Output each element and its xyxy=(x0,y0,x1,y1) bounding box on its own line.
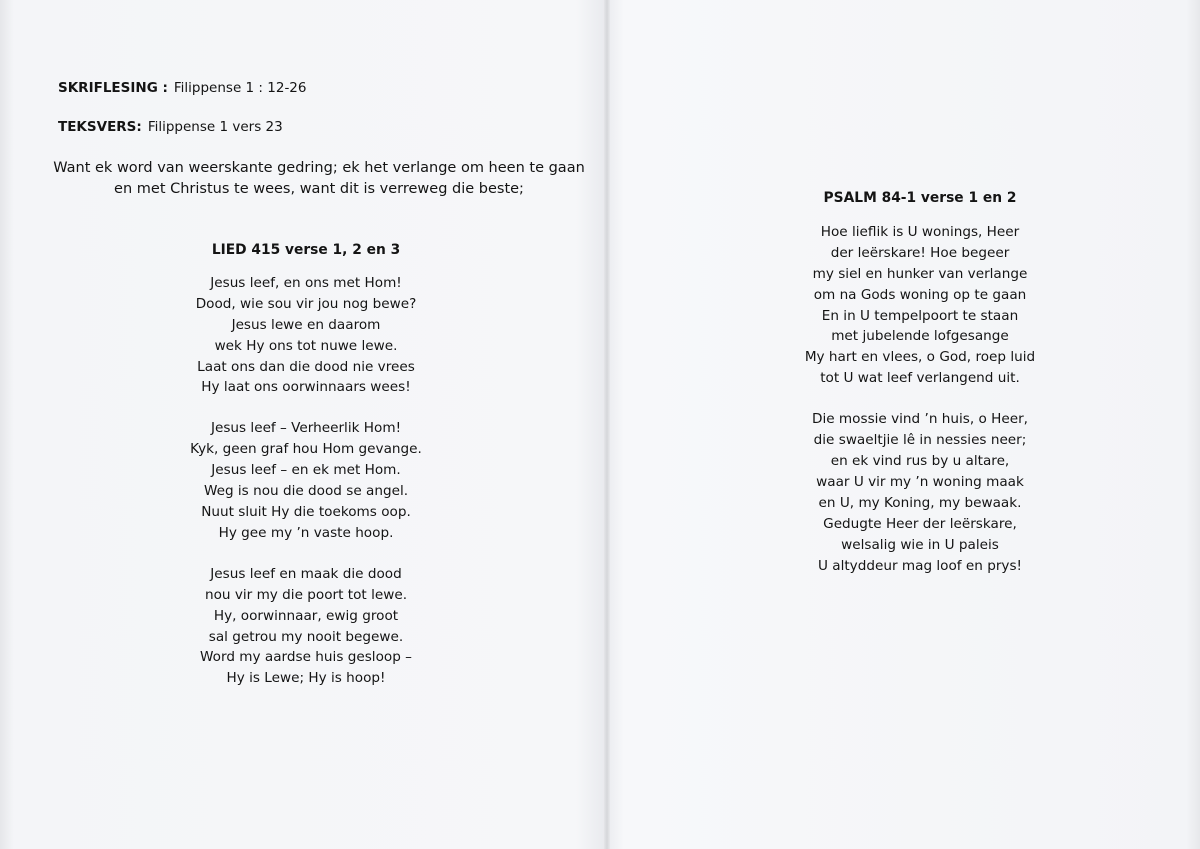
lyric-line: Hy is Lewe; Hy is hoop! xyxy=(226,670,386,687)
scripture-reading-label: SKRIFLESING : xyxy=(58,80,168,96)
stanza-1 xyxy=(770,222,1070,389)
lyric-line: Hoe lieflik is U wonings, Heer xyxy=(820,223,1020,240)
stanza-2 xyxy=(156,418,456,543)
psalm-title: PSALM 84-1 verse 1 en 2 xyxy=(823,190,1017,206)
lyric-line: En in U tempelpoort te staan xyxy=(821,307,1019,324)
verse-line: Want ek word van weerskante gedring; ek het verlange om heen te gaan xyxy=(53,160,585,176)
lyric-line: Kyk, geen graf hou Hom gevange. xyxy=(190,441,422,458)
lyric-line: Hy, oorwinnaar, ewig groot xyxy=(213,607,399,624)
verse-line: en met Christus te wees, want dit is verreweg die beste; xyxy=(114,181,524,197)
lyric-line: nou vir my die poort tot lewe. xyxy=(204,586,408,603)
stanza-1 xyxy=(156,273,456,398)
lyric-line: Jesus lewe en daarom xyxy=(231,316,381,333)
stanza-3 xyxy=(156,564,456,689)
hymn-lied-415 xyxy=(156,240,456,709)
lyric-line: en ek vind rus by u altare, xyxy=(830,452,1010,469)
lyric-line: Jesus leef en maak die dood xyxy=(210,565,402,582)
lyric-line: Word my aardse huis gesloop – xyxy=(200,649,412,666)
lyric-line: Jesus leef, en ons met Hom! xyxy=(210,274,402,291)
lyric-line: Gedugte Heer der leërskare, xyxy=(823,515,1017,532)
lyric-line: Dood, wie sou vir jou nog bewe? xyxy=(195,295,417,312)
psalm-84 xyxy=(770,188,1070,596)
lyric-line: Laat ons dan die dood nie vrees xyxy=(197,358,415,375)
lyric-line: welsalig wie in U paleis xyxy=(841,536,999,553)
lyric-line: U altyddeur mag loof en prys! xyxy=(817,557,1023,574)
lyric-line: My hart en vlees, o God, roep luid xyxy=(804,349,1036,366)
lyric-line: waar U vir my ’n woning maak xyxy=(816,473,1024,490)
lyric-line: en U, my Koning, my bewaak. xyxy=(818,494,1022,511)
lyric-line: Jesus leef – en ek met Hom. xyxy=(211,462,401,479)
lyric-line: Nuut sluit Hy die toekoms oop. xyxy=(201,503,411,520)
lyric-line: die swaeltjie lê in nessies neer; xyxy=(813,432,1027,449)
lyric-line: wek Hy ons tot nuwe lewe. xyxy=(214,337,398,354)
lyric-line: my siel en hunker van verlange xyxy=(812,265,1028,282)
scripture-reading xyxy=(58,80,307,96)
lyric-line: met jubelende lofgesange xyxy=(831,328,1009,345)
scripture-reading-value: Filippense 1 : 12-26 xyxy=(173,80,307,96)
text-verse-value: Filippense 1 vers 23 xyxy=(147,119,283,135)
lyric-line: der leërskare! Hoe begeer xyxy=(830,244,1010,261)
hymn-title: LIED 415 verse 1, 2 en 3 xyxy=(211,242,401,258)
lyric-line: Hy laat ons oorwinnaars wees! xyxy=(201,379,411,396)
lyric-line: om na Gods woning op te gaan xyxy=(813,286,1027,303)
lyric-line: Jesus leef – Verheerlik Hom! xyxy=(210,420,402,437)
text-verse xyxy=(58,119,283,135)
text-verse-label: TEKSVERS: xyxy=(58,119,142,135)
lyric-line: sal getrou my nooit begewe. xyxy=(208,628,404,645)
lyric-line: Hy gee my ’n vaste hoop. xyxy=(218,524,394,541)
lyric-line: Weg is nou die dood se angel. xyxy=(203,483,409,500)
text-verse-quote xyxy=(40,158,598,200)
lyric-line: Die mossie vind ’n huis, o Heer, xyxy=(812,411,1028,428)
stanza-2 xyxy=(770,409,1070,576)
lyric-line: tot U wat leef verlangend uit. xyxy=(820,370,1020,387)
